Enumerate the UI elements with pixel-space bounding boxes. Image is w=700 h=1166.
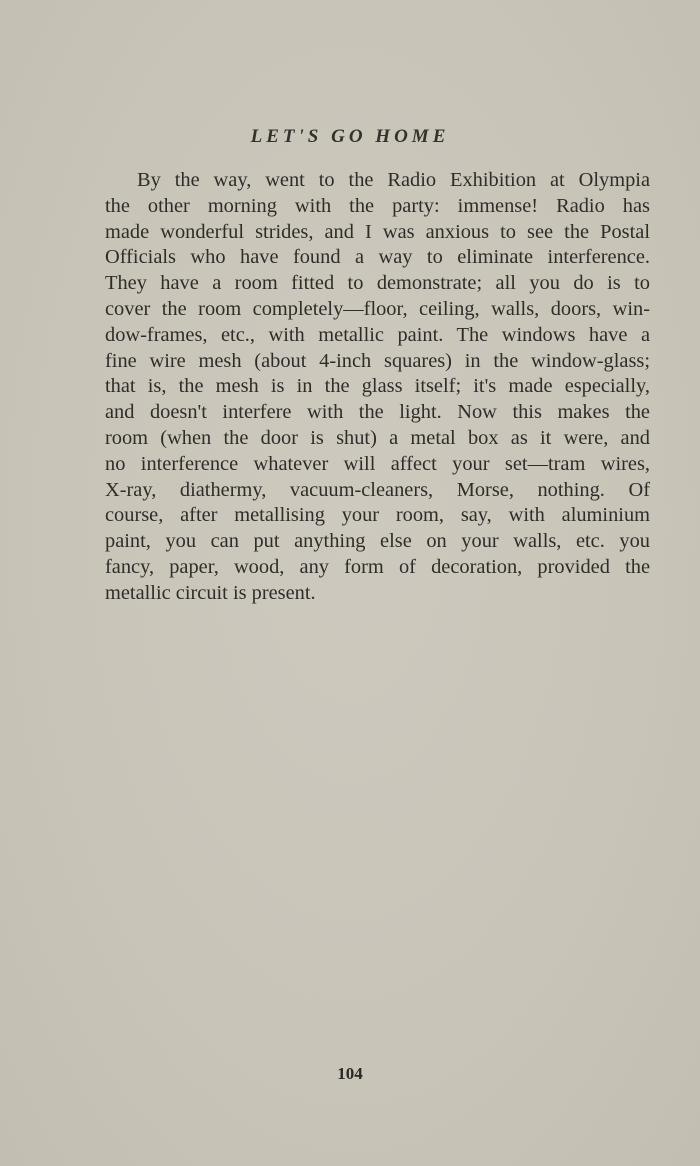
running-head: LET'S GO HOME: [250, 126, 450, 147]
text-line: fancy, paper, wood, any form of decoration, provided the: [105, 555, 650, 578]
text-line: paint, you can put anything else on your walls, etc. you: [105, 530, 650, 553]
text-line: cover the room completely—floor, ceiling, walls, doors, win-: [105, 297, 650, 320]
text-line: course, after metallising your room, say, with aluminium: [105, 504, 650, 527]
text-line: and doesn't interfere with the light. Now this makes the: [105, 401, 650, 424]
text-line: X-ray, diathermy, vacuum-cleaners, Morse, nothing. Of: [105, 478, 650, 501]
text-line: Officials who have found a way to eliminate interference.: [105, 246, 650, 269]
body-paragraph: [105, 168, 650, 607]
text-line: fine wire mesh (about 4-inch squares) in the window-glass;: [105, 349, 650, 372]
text-line: dow-frames, etc., with metallic paint. The windows have a: [105, 323, 650, 346]
text-line: no interference whatever will affect your set—tram wires,: [105, 452, 650, 475]
text-line: the other morning with the party: immense! Radio has: [105, 194, 650, 217]
text-line: metallic circuit is present.: [105, 581, 316, 604]
page-number: 104: [337, 1064, 363, 1083]
text-line: made wonderful strides, and I was anxious to see the Postal: [105, 220, 650, 243]
text-line: room (when the door is shut) a metal box as it were, and: [105, 426, 650, 449]
text-line: that is, the mesh is in the glass itself; it's made especially,: [105, 375, 650, 398]
text-line: By the way, went to the Radio Exhibition at Olympia: [137, 169, 650, 191]
text-line: They have a room fitted to demonstrate; all you do is to: [105, 272, 650, 295]
